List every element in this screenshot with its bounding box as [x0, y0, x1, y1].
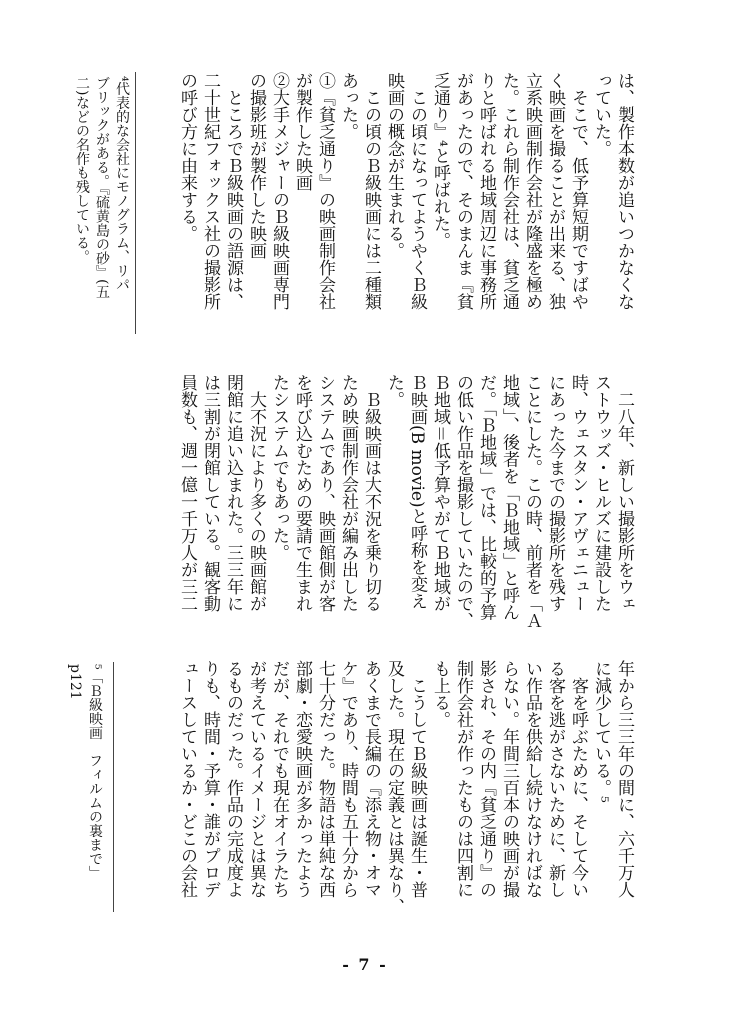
text-column: た。これら制作会社は、貧乏通 [499, 72, 519, 310]
text-column: た。 [384, 374, 404, 408]
text-column: この頃のＢ級映画には二種類 [361, 72, 381, 310]
text-column: の撮影班が製作した映画 [246, 72, 266, 259]
footnote-divider [113, 662, 114, 912]
text-column: の低い作品を撮影していたので、 [453, 374, 473, 629]
text-column: ことにした。この時、前者を「Ａ [522, 374, 542, 629]
text-column: 客を呼ぶために、そして今い [568, 660, 588, 898]
text-column: の呼び方に由来する。 [177, 72, 197, 242]
footnote-column: 二)などの名作も残している。 [74, 76, 90, 264]
text-column: ①『貧乏通り』の映画制作会社 [315, 72, 335, 310]
text-column: Ｂ映画(B movie)と呼称を変え [407, 374, 427, 610]
text-column: システムであり、映画館側が客 [315, 374, 335, 612]
text-column: Ｂ級映画は大不況を乗り切る [361, 374, 381, 612]
text-column: 時、ウェスタン・アヴェニュー [568, 374, 588, 612]
text-column: 立系映画制作会社が隆盛を極め [522, 72, 542, 310]
page-number: - 7 - [342, 955, 388, 974]
text-column: 七十分だった。物語は単純な西 [315, 660, 335, 898]
text-column: りと呼ばれる地域周辺に事務所 [476, 72, 496, 310]
text-column: ②大手メジャーのＢ級映画専門 [269, 72, 289, 310]
text-column: りも、時間・予算・誰がプロデ [200, 660, 220, 898]
text-column: 地域」、後者を「Ｂ地域」と呼ん [499, 374, 519, 621]
text-column: る客を逃がさないために、新し [545, 660, 565, 898]
text-column: 映画の概念が生まれる。 [384, 72, 404, 259]
text-column: そこで、低予算短期ですばや [568, 72, 588, 310]
body-text-middle [175, 374, 635, 644]
text-column: は、製作本数が追いつかなくな [614, 72, 634, 310]
footnote-column: ⁴代表的な会社にモノグラム、リパ [114, 76, 130, 292]
text-column: ため映画制作会社が編み出した [338, 374, 358, 612]
text-column: らない。年間三百本の映画が撮 [499, 660, 519, 898]
text-column: に減少している。⁵ [591, 660, 611, 803]
text-column: が製作した映画 [292, 72, 312, 191]
text-column: 制作会社が作ったものは四割に [453, 660, 473, 898]
text-column: ところでＢ級映画の語源は、 [223, 72, 243, 310]
text-column: にあった今までの撮影所を残す [545, 374, 565, 612]
text-column: を呼び込むための要請で生まれ [292, 374, 312, 612]
text-column: っていた。 [591, 72, 611, 157]
text-column: 年から三三年の間に、六千万人 [614, 660, 634, 898]
footnote-5 [65, 664, 105, 924]
text-column: だが、それでも現在オイラたち [269, 660, 289, 898]
text-column: も上る。 [430, 660, 450, 728]
text-column: 二十世紀フォックス社の撮影所 [200, 72, 220, 310]
text-column: この頃になってようやくＢ級 [407, 72, 427, 310]
text-column: 影され、その内『貧乏通り』の [476, 660, 496, 898]
text-column: 閉館に追い込まれた。三三年に [223, 374, 243, 612]
text-column: 及した。現在の定義とは異なり、 [384, 660, 404, 915]
text-column: だ。「Ｂ地域」では、比較的予算 [476, 374, 496, 621]
footnote-4 [72, 76, 132, 336]
text-column: 員数も、週一億一千万人が三二 [177, 374, 197, 612]
text-column: 部劇・恋愛映画が多かったよう [292, 660, 312, 898]
text-column: ケ』であり、時間も五十分から [338, 660, 358, 898]
text-column: るものだった。作品の完成度よ [223, 660, 243, 898]
footnote-column: p121 [67, 664, 83, 700]
text-column: あくまで長編の『添え物・オマ [361, 660, 381, 898]
text-column: 大不況により多くの映画館が [246, 374, 266, 612]
footnote-divider [135, 72, 136, 334]
text-column: が考えているイメージとは異な [246, 660, 266, 898]
text-column: く映画を撮ることが出来る、独 [545, 72, 565, 310]
text-column: Ｂ地域＝低予算やがてＢ地域が [430, 374, 450, 612]
text-column: 二八年、新しい撮影所をウェ [614, 374, 634, 612]
text-column: は三割が閉館している。観客動 [200, 374, 220, 612]
text-column: こうしてＢ級映画は誕生・普 [407, 660, 427, 898]
footnote-column: ブリックがある。『硫黄島の砂』(五 [94, 76, 110, 299]
body-text-lower [175, 660, 635, 930]
body-text-upper [175, 72, 635, 342]
text-column: ストウッズ・ヒルズに建設した [591, 374, 611, 612]
text-column: い作品を供給し続けなければな [522, 660, 542, 898]
text-column: あった。 [338, 72, 358, 140]
text-column: たシステムでもあった。 [269, 374, 289, 561]
text-column: ュースしているか・どこの会社 [177, 660, 197, 898]
text-column: があったので、そのまんま『貧 [453, 72, 473, 310]
footnote-column: ⁵「Ｂ級映画 フィルムの裏まで」 [87, 664, 103, 880]
text-column: 乏通り』⁴と呼ばれた。 [430, 72, 450, 249]
